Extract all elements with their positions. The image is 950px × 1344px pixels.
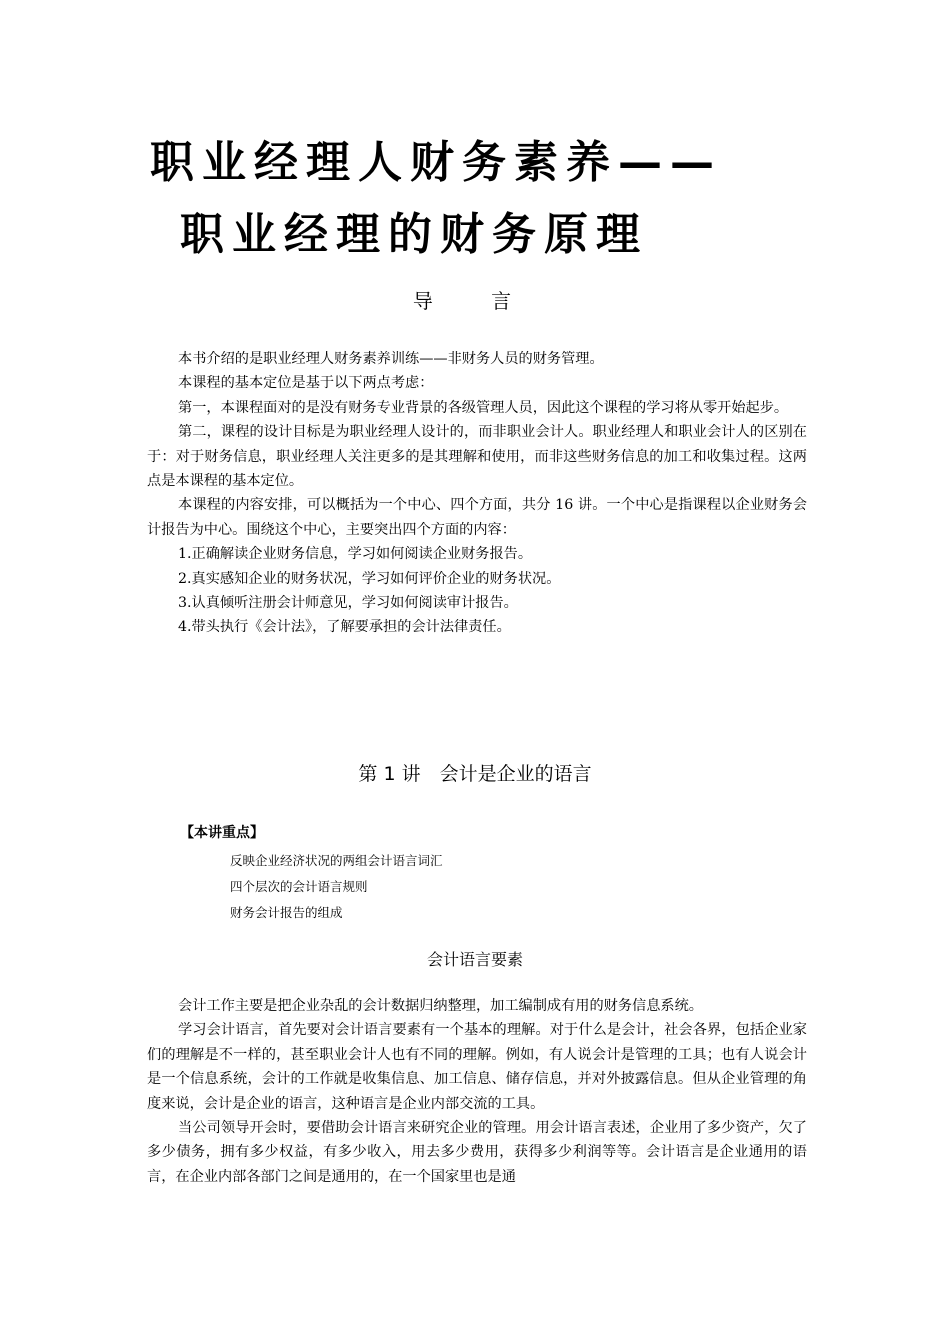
section-paragraph: 学习会计语言，首先要对会计语言要素有一个基本的理解。对于什么是会计，社会各界，包括企业家们的理解是不一样的，甚至职业会计人也有不同的理解。例如，有人说会计是管理的工具；也有人说会计是一个信息系统，会计的工作就是收集信息、加工信息、储存信息，并对外披露信息。但从企业管理的角度来说，会计是企业的语言，这种语言是企业内部交流的工具。 (147, 1022, 807, 1112)
intro-paragraph: 本课程的内容安排，可以概括为一个中心、四个方面，共分 16 讲。一个中心是指课程以企业财务会计报告为中心。围绕这个中心，主要突出四个方面的内容： (147, 497, 807, 538)
keypoints-list (230, 848, 443, 926)
keypoint-item: 反映企业经济状况的两组会计语言词汇 (230, 853, 443, 868)
intro-paragraph: 第一，本课程面对的是没有财务专业背景的各级管理人员，因此这个课程的学习将从零开始起步。 (178, 399, 789, 416)
document-title-line-1: 职业经理人财务素养—— (150, 137, 722, 188)
section-body (147, 994, 807, 1189)
intro-paragraph: 本课程的基本定位是基于以下两点考虑： (178, 375, 434, 392)
document-title-line-2: 职业经理的财务原理 (180, 209, 648, 260)
intro-list-item: 1.正确解读企业财务信息，学习如何阅读企业财务报告。 (178, 546, 533, 563)
section-paragraph: 当公司领导开会时，要借助会计语言来研究企业的管理。用会计语言表述，企业用了多少资产，欠了多少债务，拥有多少权益，有多少收入，用去多少费用，获得多少利润等等。会计语言是企业通用的语言，在企业内部各部门之间是通用的，在一个国家里也是通 (147, 1120, 807, 1185)
lecture-title: 第 1 讲 会计是企业的语言 (358, 763, 592, 785)
intro-list-item: 2.真实感知企业的财务状况，学习如何评价企业的财务状况。 (178, 570, 561, 587)
section-paragraph: 会计工作主要是把企业杂乱的会计数据归纳整理，加工编制成有用的财务信息系统。 (178, 998, 703, 1014)
keypoints-label: 【本讲重点】 (180, 825, 264, 841)
keypoint-item: 财务会计报告的组成 (230, 905, 343, 920)
intro-list-item: 3.认真倾听注册会计师意见，学习如何阅读审计报告。 (178, 595, 518, 612)
intro-paragraph: 本书介绍的是职业经理人财务素养训练——非财务人员的财务管理。 (178, 351, 604, 367)
keypoint-item: 四个层次的会计语言规则 (230, 879, 368, 894)
section-heading: 会计语言要素 (426, 950, 523, 969)
intro-paragraph: 第二，课程的设计目标是为职业经理人设计的，而非职业会计人。职业经理人和职业会计人的区别在于：对于财务信息，职业经理人关注更多的是其理解和使用，而非这些财务信息的加工和收集过程。这两点是本课程的基本定位。 (147, 424, 807, 490)
intro-body (147, 347, 807, 640)
intro-heading: 导 言 (412, 289, 538, 313)
intro-list-item: 4.带头执行《会计法》，了解要承担的会计法律责任。 (178, 619, 511, 636)
